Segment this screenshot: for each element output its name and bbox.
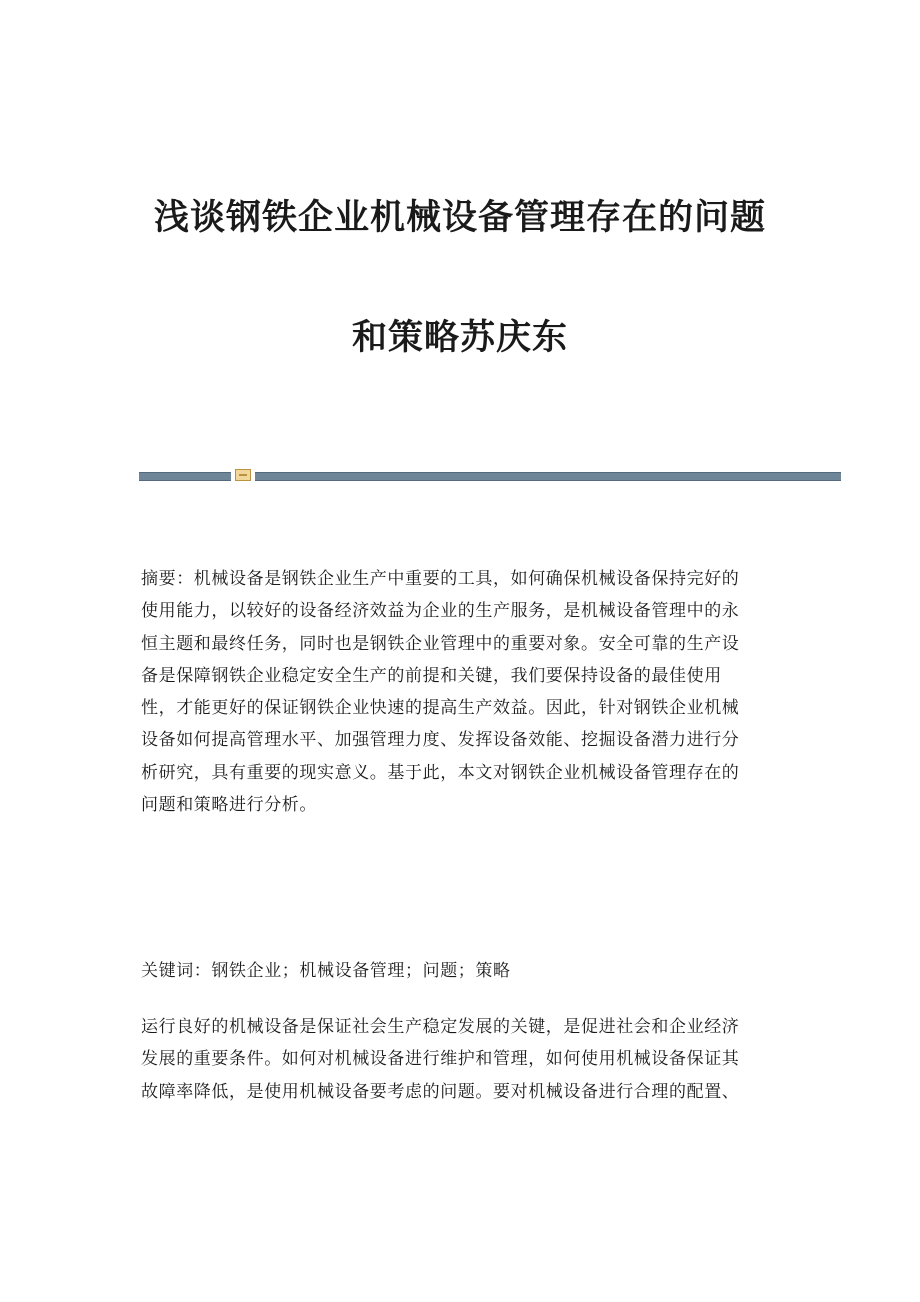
abstract-line: 性，才能更好的保证钢铁企业快速的提高生产效益。因此，针对钢铁企业机械 xyxy=(141,698,740,719)
abstract-line: 备是保障钢铁企业稳定安全生产的前提和关键，我们要保持设备的最佳使用 xyxy=(141,665,722,686)
body-line: 发展的重要条件。如何对机械设备进行维护和管理，如何使用机械设备保证其 xyxy=(141,1049,740,1070)
keywords-text: 关键词：钢铁企业；机械设备管理；问题；策略 xyxy=(141,961,511,981)
title-divider xyxy=(139,469,841,481)
body-paragraph xyxy=(141,1011,781,1108)
divider-ornament-icon xyxy=(235,469,251,481)
body-line: 故障率降低，是使用机械设备要考虑的问题。要对机械设备进行合理的配置、 xyxy=(141,1081,740,1102)
document-title-line-2: 和策略苏庆东 xyxy=(351,317,568,358)
divider-bar-left xyxy=(139,472,231,481)
abstract-line: 析研究，具有重要的现实意义。基于此，本文对钢铁企业机械设备管理存在的 xyxy=(141,762,740,783)
keywords-line xyxy=(141,955,781,987)
abstract-line: 摘要：机械设备是钢铁企业生产中重要的工具，如何确保机械设备保持完好的 xyxy=(141,569,740,589)
body-line: 运行良好的机械设备是保证社会生产稳定发展的关键，是促进社会和企业经济 xyxy=(141,1017,740,1037)
divider-bar-right xyxy=(255,472,841,481)
abstract-line: 恒主题和最终任务，同时也是钢铁企业管理中的重要对象。安全可靠的生产设 xyxy=(141,633,740,654)
abstract-line: 设备如何提高管理水平、加强管理力度、发挥设备效能、挖掘设备潜力进行分 xyxy=(141,730,740,751)
abstract-line: 问题和策略进行分析。 xyxy=(141,795,317,816)
document-title-line-1: 浅谈钢铁企业机械设备管理存在的问题 xyxy=(153,197,766,238)
abstract-paragraph xyxy=(141,563,781,821)
abstract-line: 使用能力，以较好的设备经济效益为企业的生产服务，是机械设备管理中的永 xyxy=(141,601,740,622)
